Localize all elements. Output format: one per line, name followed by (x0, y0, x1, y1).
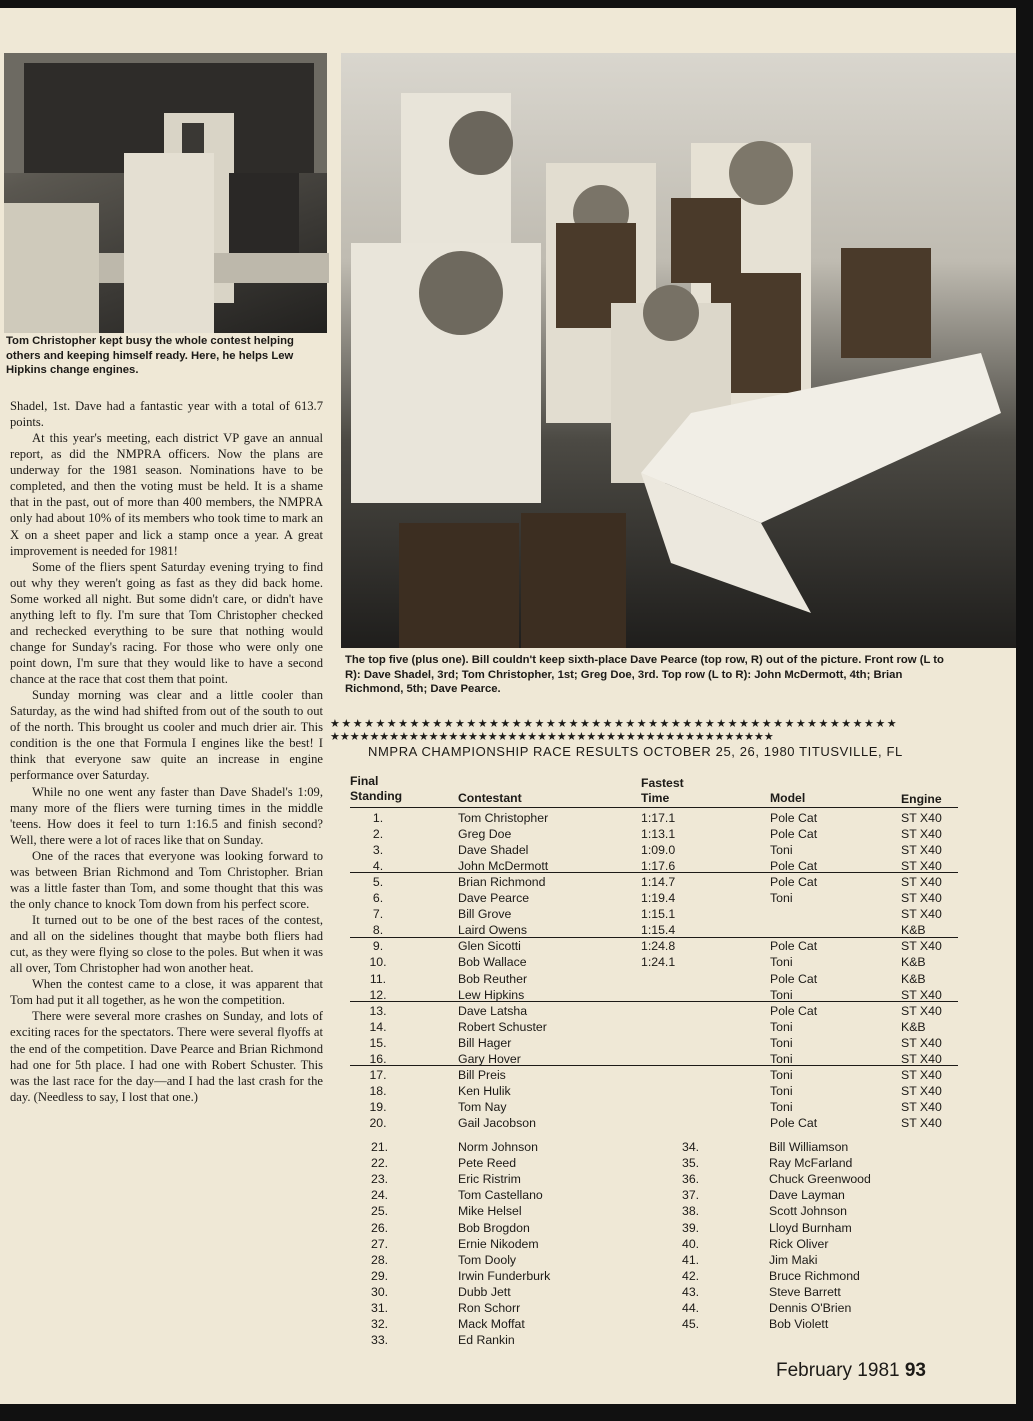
engine-cell: ST X40 (901, 859, 942, 874)
photo-engine-change (4, 53, 327, 333)
contestant-cell: Bill Grove (458, 907, 512, 922)
table-row (350, 890, 960, 906)
contestant-cell: Dennis O'Brien (769, 1301, 852, 1315)
contestant-cell: Dave Shadel (458, 843, 529, 858)
model-cell: Toni (770, 955, 793, 970)
contestant-cell: Lew Hipkins (458, 987, 525, 1002)
contestant-cell: Bob Brogdon (458, 1220, 530, 1235)
engine-cell: ST X40 (901, 1115, 942, 1130)
time-cell: 1:13.1 (641, 827, 676, 842)
engine-cell: ST X40 (901, 1035, 942, 1050)
list-item (330, 1236, 940, 1252)
model-cell: Pole Cat (770, 875, 818, 890)
contestant-cell: Tom Dooly (458, 1252, 517, 1267)
contestant-cell: Irwin Funderburk (458, 1268, 551, 1283)
standing-cell: 32. (371, 1317, 389, 1332)
time-cell: 1:24.1 (641, 955, 676, 970)
article-paragraph: When the contest came to a close, it was apparent that Tom had put it all together, as he won the competition. (10, 977, 323, 1008)
engine-cell: ST X40 (901, 843, 942, 858)
photo-top-five-art (341, 53, 1016, 648)
engine-cell: ST X40 (901, 907, 942, 922)
contestant-cell: Bob Violett (769, 1317, 829, 1332)
table-row (350, 1019, 960, 1035)
list-item (330, 1220, 940, 1236)
contestant-cell: Ken Hulik (458, 1083, 511, 1098)
model-cell: Toni (770, 987, 793, 1002)
header-model: Model (770, 791, 806, 805)
engine-cell: K&B (901, 923, 926, 938)
table-row (350, 826, 960, 842)
standing-cell: 16. (369, 1051, 387, 1066)
model-cell: Pole Cat (770, 827, 818, 842)
standing-cell: 43. (682, 1284, 700, 1299)
standing-cell: 34. (682, 1140, 700, 1154)
engine-cell: ST X40 (901, 1003, 942, 1018)
article-paragraph: While no one went any faster than Dave Shadel's 1:09, many more of the fliers were turning times in the middle 'teens. How does it feel to turn 1:16.5 and finish second? Well, there were a lot of races like that on Sunday. (10, 784, 323, 847)
contestant-cell: Bob Reuther (458, 971, 528, 986)
standing-cell: 28. (371, 1252, 389, 1267)
scan-edge-right (1016, 0, 1033, 1421)
list-item (330, 1171, 940, 1187)
standing-cell: 10. (369, 955, 387, 970)
time-cell: 1:17.1 (641, 811, 676, 825)
table-row (350, 1003, 960, 1019)
article-paragraph: It turned out to be one of the best races of the contest, and all on the sidelines thought that maybe both fliers had cut, as they were flying so close to the poles. But when it was all over, Tom Christopher had won another heat. (10, 913, 323, 976)
engine-cell: K&B (901, 1019, 926, 1034)
contestant-cell: Gary Hover (458, 1051, 521, 1066)
header-fastest-time: Fastest Time (641, 776, 684, 805)
standing-cell: 13. (369, 1003, 387, 1018)
standing-cell: 31. (371, 1301, 389, 1315)
time-cell: 1:24.8 (641, 939, 676, 954)
standing-cell: 11. (369, 971, 387, 986)
contestant-cell: Glen Sicotti (458, 939, 521, 954)
standing-cell: 26. (371, 1220, 389, 1235)
contestant-cell: Scott Johnson (769, 1204, 847, 1219)
scan-edge-top (0, 0, 1033, 8)
contestant-cell: Norm Johnson (458, 1140, 538, 1154)
list-item (330, 1332, 940, 1348)
standing-cell: 15. (369, 1035, 387, 1050)
contestant-cell: Pete Reed (458, 1156, 517, 1171)
contestant-cell: Ed Rankin (458, 1333, 515, 1348)
standing-cell: 18. (369, 1083, 387, 1098)
engine-cell: ST X40 (901, 827, 942, 842)
standing-cell: 42. (682, 1268, 700, 1283)
list-item (330, 1268, 940, 1284)
standing-cell: 3. (372, 843, 384, 858)
contestant-cell: Mike Helsel (458, 1204, 522, 1219)
group-rule (350, 1001, 958, 1002)
model-cell: Toni (770, 843, 793, 858)
engine-cell: ST X40 (901, 875, 942, 890)
contestant-cell: John McDermott (458, 859, 549, 874)
engine-cell: ST X40 (901, 1067, 942, 1082)
table-row (350, 874, 960, 890)
table-row (350, 954, 960, 970)
time-cell: 1:17.6 (641, 859, 676, 874)
time-cell: 1:15.4 (641, 923, 676, 938)
list-item (330, 1252, 940, 1268)
model-cell: Toni (770, 1019, 793, 1034)
standing-cell: 17. (369, 1067, 387, 1082)
time-cell: 1:14.7 (641, 875, 676, 890)
contestant-cell: Dave Pearce (458, 891, 530, 906)
contestant-cell: Chuck Greenwood (769, 1172, 871, 1187)
standing-cell: 2. (372, 827, 384, 842)
model-cell: Toni (770, 1067, 793, 1082)
article-body (10, 398, 323, 1105)
contestant-cell: Bob Wallace (458, 955, 527, 970)
results-table-title: NMPRA CHAMPIONSHIP RACE RESULTS OCTOBER 25, 26, 1980 TITUSVILLE, FL (368, 744, 903, 759)
header-contestant: Contestant (458, 791, 522, 805)
standing-cell: 24. (371, 1188, 389, 1203)
contestant-cell: Jim Maki (769, 1252, 818, 1267)
standing-cell: 38. (682, 1204, 700, 1219)
model-cell: Pole Cat (770, 1003, 818, 1018)
issue-date: February 1981 (776, 1360, 900, 1381)
table-row (350, 971, 960, 987)
star-border-left: ★★★★★★★★★★★★★★★★★★★★★★★★★★★★★★★★★★★★★★★★★★★★★ (330, 730, 774, 743)
article-paragraph: There were several more crashes on Sunday, and lots of exciting races for the spectators. There were several flyoffs at the end of the competition. Dave Pearce and Brian Richmond had one for 5th place. I had one with Robert Schuster. This was the last race for the day—and I had the last crash for the day. (Needless to say, I lost that one.) (10, 1009, 323, 1104)
model-cell: Toni (770, 1083, 793, 1098)
standing-cell: 44. (682, 1301, 700, 1315)
group-rule (350, 937, 958, 938)
model-cell: Pole Cat (770, 1115, 818, 1130)
contestant-cell: Dubb Jett (458, 1284, 511, 1299)
time-cell: 1:15.1 (641, 907, 676, 922)
standing-cell: 1. (372, 811, 384, 825)
standing-cell: 21. (371, 1140, 389, 1154)
contestant-cell: Ray McFarland (769, 1156, 853, 1171)
table-row (350, 1099, 960, 1115)
engine-cell: K&B (901, 971, 926, 986)
standing-cell: 8. (372, 923, 384, 938)
standing-cell: 9. (372, 939, 384, 954)
standing-cell: 40. (682, 1236, 700, 1251)
table-row (350, 1067, 960, 1083)
standing-cell: 33. (371, 1333, 389, 1348)
standing-cell: 7. (372, 907, 384, 922)
standing-cell: 29. (371, 1268, 389, 1283)
engine-cell: ST X40 (901, 939, 942, 954)
engine-cell: K&B (901, 955, 926, 970)
table-row (350, 1035, 960, 1051)
standing-cell: 19. (369, 1099, 387, 1114)
list-item (330, 1284, 940, 1300)
contestant-cell: Ron Schorr (458, 1301, 521, 1315)
standing-cell: 4. (372, 859, 384, 874)
model-cell: Toni (770, 891, 793, 906)
list-item (330, 1203, 940, 1219)
contestant-cell: Steve Barrett (769, 1284, 841, 1299)
article-paragraph: One of the races that everyone was looking forward to was between Brian Richmond and Tom Christopher. Brian was a little faster than Tom, and some thought that this was the only chance to knock Tom down from his perfect score. (10, 848, 323, 911)
contestant-cell: Rick Oliver (769, 1236, 829, 1251)
standing-cell: 25. (371, 1204, 389, 1219)
standing-cell: 6. (372, 891, 384, 906)
list-item (330, 1139, 940, 1155)
contestant-cell: Bruce Richmond (769, 1268, 860, 1283)
contestant-cell: Greg Doe (458, 827, 512, 842)
contestant-cell: Gail Jacobson (458, 1115, 536, 1130)
table-row (350, 810, 960, 826)
standing-cell: 37. (682, 1188, 700, 1203)
group-rule (350, 872, 958, 873)
table-row (350, 922, 960, 938)
standing-cell: 23. (371, 1172, 389, 1187)
table-row (350, 1083, 960, 1099)
standing-cell: 22. (371, 1156, 389, 1171)
table-row (350, 938, 960, 954)
contestant-cell: Bill Preis (458, 1067, 506, 1082)
photo-engine-change-caption: Tom Christopher kept busy the whole contest helping others and keeping himself ready. Here, he helps Lew Hipkins change engines. (6, 335, 294, 376)
page-footer (776, 1360, 926, 1382)
model-cell: Pole Cat (770, 971, 818, 986)
scan-edge-bottom (0, 1404, 1033, 1421)
standing-cell: 41. (682, 1252, 700, 1267)
contestant-cell: Dave Latsha (458, 1003, 528, 1018)
group-rule (350, 1065, 958, 1066)
photo-top-five (341, 53, 1016, 648)
contestant-cell: Bill Williamson (769, 1140, 849, 1154)
star-border-top: ★★★★★★★★★★★★★★★★★★★★★★★★★★★★★★★★★★★★★★★★★★★★★★★★★★ (330, 717, 899, 730)
model-cell: Toni (770, 1035, 793, 1050)
model-cell: Pole Cat (770, 859, 818, 874)
time-cell: 1:09.0 (641, 843, 676, 858)
list-item (330, 1155, 940, 1171)
standing-cell: 35. (682, 1156, 700, 1171)
standing-cell: 12. (369, 987, 387, 1002)
contestant-cell: Mack Moffat (458, 1317, 525, 1332)
model-cell: Toni (770, 1099, 793, 1114)
table-row (350, 906, 960, 922)
time-cell: 1:19.4 (641, 891, 676, 906)
article-paragraph: Some of the fliers spent Saturday evening trying to find out why they weren't going as fast as they did back home. Some worked all night. But some didn't care, or didn't have anything left to fly. I'm sure that Tom Christopher checked and rechecked everything to be sure that nothing would change for Sunday's racing. For those who were only one point down, I'm sure that they would like to have a second chance at the race that cost them that point. (10, 559, 323, 687)
results-table-box (330, 718, 940, 1358)
article-paragraph: Shadel, 1st. Dave had a fantastic year with a total of 613.7 points. (10, 399, 323, 430)
table-row (350, 842, 960, 858)
standing-cell: 30. (371, 1284, 389, 1299)
photo-top-five-caption: The top five (plus one). Bill couldn't keep sixth-place Dave Pearce (top row, R) out of the picture. Front row (L to R): Dave Shadel, 3rd; Tom Christopher, 1st; Greg Doe, 3rd. Top row (L to R): John McDermott, 4th; Brian Richmond, 5th; Dave Pearce. (345, 654, 944, 695)
contestant-cell: Robert Schuster (458, 1019, 547, 1034)
engine-cell: ST X40 (901, 811, 942, 825)
standing-cell: 36. (682, 1172, 700, 1187)
engine-cell: ST X40 (901, 1083, 942, 1098)
engine-cell: ST X40 (901, 987, 942, 1002)
photo-engine-change-art (4, 53, 327, 333)
contestant-cell: Lloyd Burnham (769, 1220, 852, 1235)
list-item (330, 1316, 940, 1332)
page-number: 93 (904, 1360, 926, 1381)
article-paragraph: Sunday morning was clear and a little cooler than Saturday, as the wind had shifted from out of the south to out of the north. This brought us cooler and much drier air. This condition is the one that Formula I engines like the best! I think that everyone saw quite an increase in engine performance over Saturday. (10, 688, 323, 783)
engine-cell: ST X40 (901, 891, 942, 906)
contestant-cell: Brian Richmond (458, 875, 546, 890)
header-engine: Engine (901, 792, 942, 806)
contestant-cell: Tom Christopher (458, 811, 549, 825)
model-cell: Pole Cat (770, 811, 818, 825)
standing-cell: 14. (369, 1019, 387, 1034)
contestant-cell: Ernie Nikodem (458, 1236, 539, 1251)
list-item (330, 1187, 940, 1203)
contestant-cell: Tom Castellano (458, 1188, 543, 1203)
contestant-cell: Dave Layman (769, 1188, 845, 1203)
header-standing: Final Standing (350, 774, 403, 803)
engine-cell: ST X40 (901, 1051, 942, 1066)
model-cell: Toni (770, 1051, 793, 1066)
standing-cell: 45. (682, 1317, 700, 1332)
standing-cell: 20. (369, 1115, 387, 1130)
contestant-cell: Laird Owens (458, 923, 528, 938)
standing-cell: 5. (372, 875, 384, 890)
standing-cell: 39. (682, 1220, 700, 1235)
standing-cell: 27. (371, 1236, 389, 1251)
header-rule (350, 807, 958, 808)
list-item (330, 1300, 940, 1316)
article-paragraph: At this year's meeting, each district VP gave an annual report, as did the NMPRA officers. Now the plans are underway for the 1981 season. Nominations have to be completed, and then the voting must be held. It is a shame that in the past, out of more than 400 members, the NMPRA only had about 10% of its members who took time to mark an X on a sheet paper and lick a stamp once a year. A great improvement is needed for 1981! (10, 431, 323, 558)
model-cell: Pole Cat (770, 939, 818, 954)
contestant-cell: Tom Nay (458, 1099, 507, 1114)
engine-cell: ST X40 (901, 1099, 942, 1114)
contestant-cell: Eric Ristrim (458, 1172, 521, 1187)
table-row (350, 1115, 960, 1131)
contestant-cell: Bill Hager (458, 1035, 512, 1050)
